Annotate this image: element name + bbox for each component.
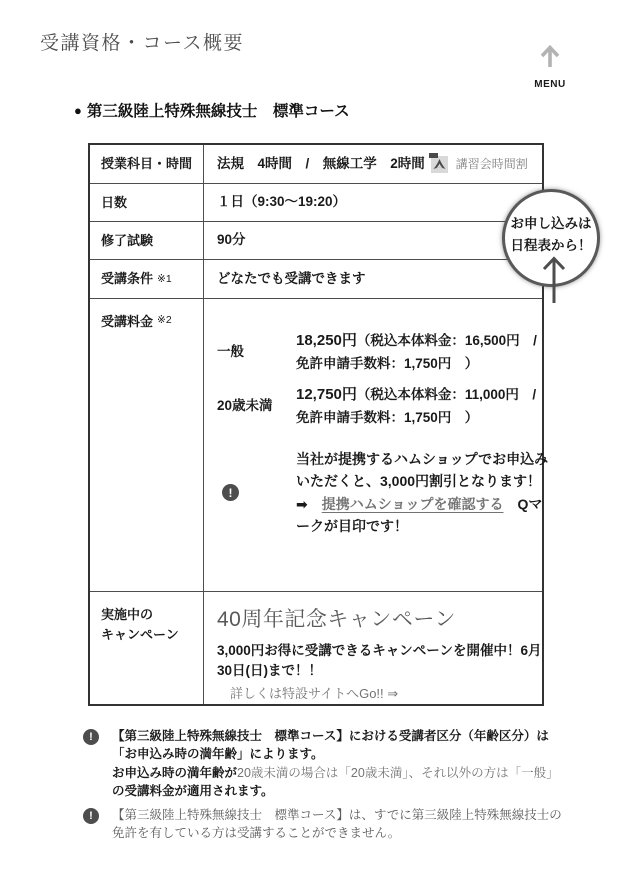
row-value-fee <box>204 299 562 591</box>
fee-label-text: 受講料金 <box>101 314 154 329</box>
row-value-days <box>204 184 542 221</box>
conditions-note-marker: ※1 <box>157 273 172 286</box>
campaign-title: 40周年記念キャンペーン <box>217 608 456 631</box>
fee-detail-general: （税込本体料金：16,500円 / 免許申請手数料：1,750円 ） <box>296 333 551 372</box>
days-text: １日（9:30～19:20） <box>217 194 347 210</box>
fee-tier-general <box>217 329 554 375</box>
footnote1-sentence2-bold: お申込み時の満年齢が <box>112 765 238 780</box>
footnote-age-category-text <box>112 727 567 801</box>
alert-icon: ! <box>83 808 99 824</box>
row-value-subjects <box>204 145 542 183</box>
discount-text-after: Qマークが目印です！ <box>296 495 543 534</box>
table-row-conditions <box>90 260 542 299</box>
subjects-hours-text: 法規 4時間 / 無線工学 2時間 <box>217 155 425 171</box>
fee-discount-info <box>217 448 554 536</box>
row-value-conditions <box>204 260 542 298</box>
campaign-site-link[interactable]: 詳しくは特設サイトへGo!! ⇒ <box>230 686 399 702</box>
pdf-document-icon[interactable] <box>431 156 448 173</box>
footnote-license-holders-text: 【第三級陸上特殊無線技士 標準コース】は、すでに第三級陸上特殊無線技士の免許を有している方は受講することができません。 <box>112 808 562 841</box>
footnote1-sentence2-end: の受講料金が適用されます。 <box>112 784 274 799</box>
row-label-exam: 修了試験 <box>90 222 204 259</box>
footnote-license-holders <box>83 806 567 843</box>
badge-up-arrow-icon <box>541 256 567 309</box>
conditions-label-text: 受講条件 <box>101 271 154 287</box>
discount-text-before: 当社が提携するハムショップでお申込みいただくと、3,000円割引となります！ <box>296 451 556 490</box>
alert-icon: ! <box>222 484 239 501</box>
up-arrow-icon[interactable] <box>539 44 561 68</box>
footnote-age-category <box>83 727 567 801</box>
fee-tier-general-name: 一般 <box>217 343 244 359</box>
table-row-fee <box>90 299 556 592</box>
exam-text: 90分 <box>217 232 246 248</box>
row-value-campaign <box>204 592 561 704</box>
course-heading <box>74 99 350 121</box>
fee-price-under20: 12,750円 <box>296 386 357 404</box>
footnote1-sentence2-gray: 20歳未満の場合は「20歳未満」、それ以外の方は「一般」 <box>237 765 559 780</box>
table-row-exam <box>90 222 542 260</box>
row-label-fee <box>90 299 204 591</box>
fee-note-marker: ※2 <box>157 314 172 326</box>
menu-label[interactable]: MENU <box>534 79 566 90</box>
fee-discount-text <box>296 448 554 536</box>
bullet-icon: ● <box>74 102 82 118</box>
table-row-campaign <box>90 592 542 704</box>
row-label-subjects: 授業科目・時間 <box>90 145 204 183</box>
fee-detail-under20: （税込本体料金：11,000円 / 免許申請手数料：1,750円 ） <box>296 387 550 426</box>
menu-button[interactable] <box>526 44 574 90</box>
alert-icon: ! <box>83 729 99 745</box>
fee-tier-under20-name: 20歳未満 <box>217 398 273 414</box>
right-arrow-icon: ➡ <box>296 495 308 512</box>
row-label-conditions <box>90 260 204 298</box>
course-heading-text: 第三級陸上特殊無線技士 標準コース <box>86 103 350 120</box>
table-row-days <box>90 184 542 222</box>
apply-badge <box>502 189 600 287</box>
fee-tier-general-price <box>296 329 552 375</box>
page-title: 受講資格・コース概要 <box>40 33 245 54</box>
row-value-exam <box>204 222 542 259</box>
apply-badge-text: お申し込みは 日程表から！ <box>510 216 592 253</box>
campaign-label-text: 実施中の キャンペーン <box>101 607 179 642</box>
fee-tier-under20 <box>217 383 554 429</box>
footnote1-sentence1: 【第三級陸上特殊無線技士 標準コース】における受講者区分（年齢区分）は「お申込み時の満年齢」によります。 <box>112 729 549 762</box>
hamshop-link[interactable]: 提携ハムショップを確認する <box>321 495 504 512</box>
conditions-text: どなたでも受講できます <box>217 270 366 286</box>
fee-tier-under20-price <box>296 383 552 429</box>
row-label-campaign <box>90 592 204 704</box>
campaign-description: 3,000円お得に受講できるキャンペーンを開催中！6月30日(日)まで！！ <box>217 642 542 679</box>
row-label-days: 日数 <box>90 184 204 221</box>
timetable-link[interactable]: 講習会時間割 <box>455 157 528 171</box>
fee-price-general: 18,250円 <box>296 332 357 349</box>
table-row-subjects <box>90 145 542 184</box>
